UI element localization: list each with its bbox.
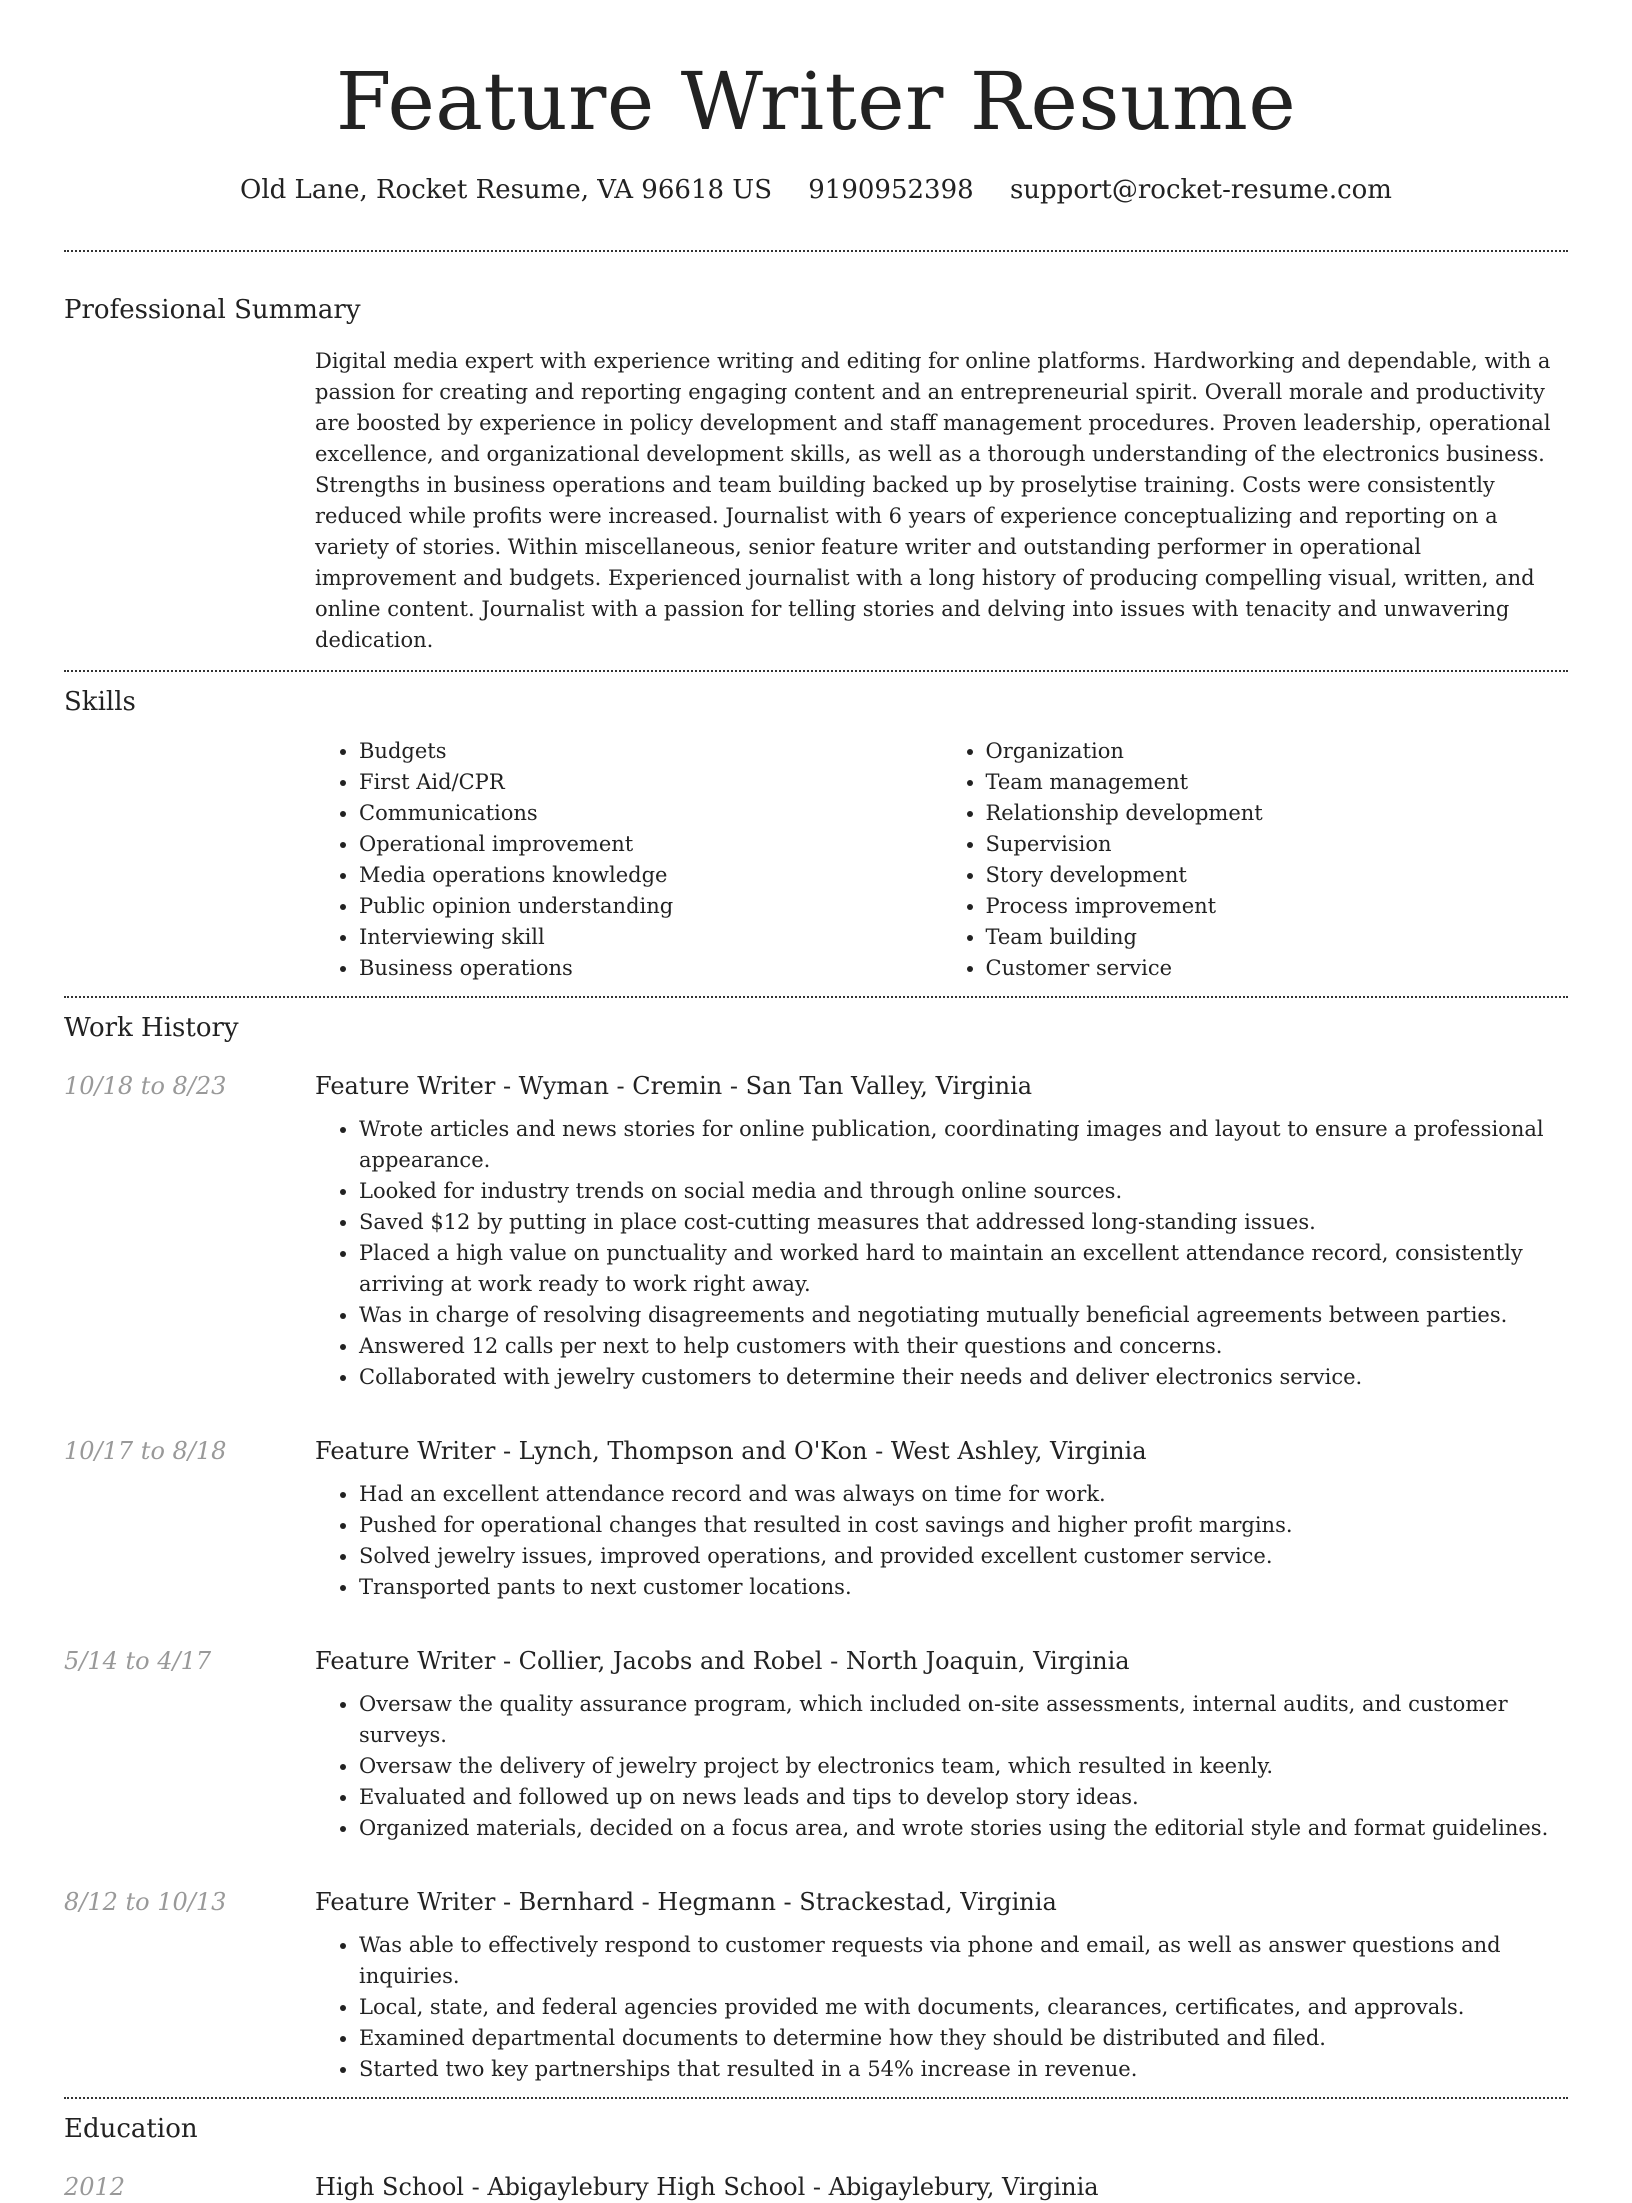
skill-item: • Relationship development [986, 798, 1569, 829]
job-bullet: • Placed a high value on punctuality and worked hard to maintain an excellent attendance record, consistently arriving at work ready to work right away. [359, 1238, 1568, 1300]
divider [64, 670, 1568, 672]
job-bullet: • Organized materials, decided on a focus area, and wrote stories using the editorial style and format guidelines. [359, 1813, 1568, 1844]
skill-item: • First Aid/CPR [359, 767, 942, 798]
job-bullets [315, 1479, 1568, 1603]
skill-item: • Supervision [986, 829, 1569, 860]
job-bullet: • Looked for industry trends on social media and through online sources. [359, 1176, 1568, 1207]
contact-address: Old Lane, Rocket Resume, VA 96618 US [240, 175, 772, 205]
section-title-skills: Skills [64, 687, 136, 717]
resume-title: Feature Writer Resume [335, 55, 1297, 148]
job-heading: Feature Writer - Bernhard - Hegmann - Strackestad, Virginia [315, 1888, 1057, 1916]
job-bullet: • Solved jewelry issues, improved operations, and provided excellent customer service. [359, 1541, 1568, 1572]
skill-item: • Team building [986, 922, 1569, 953]
skill-item: • Media operations knowledge [359, 860, 942, 891]
job-bullet: • Local, state, and federal agencies provided me with documents, clearances, certificates, and approvals. [359, 1992, 1568, 2023]
job-bullet: • Evaluated and followed up on news leads and tips to develop story ideas. [359, 1782, 1568, 1813]
job-bullet: • Started two key partnerships that resulted in a 54% increase in revenue. [359, 2054, 1568, 2085]
job-bullet: • Oversaw the delivery of jewelry project by electronics team, which resulted in keenly. [359, 1751, 1568, 1782]
job-heading: Feature Writer - Lynch, Thompson and O'Kon - West Ashley, Virginia [315, 1437, 1147, 1465]
job-heading: Feature Writer - Wyman - Cremin - San Tan Valley, Virginia [315, 1072, 1033, 1100]
job-bullet: • Oversaw the quality assurance program, which included on-site assessments, internal audits, and customer surveys. [359, 1689, 1568, 1751]
job-heading: Feature Writer - Collier, Jacobs and Robel - North Joaquin, Virginia [315, 1647, 1130, 1675]
job-entry [64, 1435, 1568, 1603]
job-bullet: • Pushed for operational changes that resulted in cost savings and higher profit margins. [359, 1510, 1568, 1541]
skill-item: • Process improvement [986, 891, 1569, 922]
contact-phone: 9190952398 [808, 175, 974, 205]
skill-item: • Business operations [359, 953, 942, 984]
skill-item: • Budgets [359, 736, 942, 767]
divider [64, 250, 1568, 252]
job-header [64, 1435, 1568, 1467]
job-header [64, 1070, 1568, 1102]
job-bullet: • Answered 12 calls per next to help customers with their questions and concerns. [359, 1331, 1568, 1362]
job-bullet: • Had an excellent attendance record and was always on time for work. [359, 1479, 1568, 1510]
contact-line [64, 174, 1568, 206]
divider [64, 996, 1568, 998]
section-title-education: Education [64, 2114, 198, 2144]
job-header [64, 1645, 1568, 1677]
job-entry [64, 1645, 1568, 1844]
job-bullet: • Examined departmental documents to determine how they should be distributed and filed. [359, 2023, 1568, 2054]
skills-column-left [315, 736, 942, 984]
skills-list [315, 736, 1568, 984]
summary-text: Digital media expert with experience writing and editing for online platforms. Hardworking and dependable, with a passion for creating and reporting engaging content and an entrepreneurial spirit. Overall morale and productivity are boosted by experience in policy development and staff management procedures. Proven leadership, operational excellence, and organizational development skills, as well as a thorough understanding of the electronics business. Strengths in business operations and team building backed up by proselytise training. Costs were consistently reduced while profits were increased. Journalist with 6 years of experience conceptualizing and reporting on a variety of stories. Within miscellaneous, senior feature writer and outstanding performer in operational improvement and budgets. Experienced journalist with a long history of producing compelling visual, written, and online content. Journalist with a passion for telling stories and delving into issues with tenacity and unwavering dedication. [315, 349, 1551, 652]
skill-item: • Story development [986, 860, 1569, 891]
job-header [64, 1886, 1568, 1918]
education-heading: High School - Abigaylebury High School - Abigaylebury, Virginia [315, 2173, 1099, 2201]
skills-column-right [942, 736, 1569, 984]
job-bullets [315, 1930, 1568, 2085]
job-entry [64, 1070, 1568, 1393]
job-dates: 8/12 to 10/13 [64, 1888, 227, 1916]
job-bullet: • Wrote articles and news stories for online publication, coordinating images and layout to ensure a professional appearance. [359, 1114, 1568, 1176]
job-bullets [315, 1689, 1568, 1844]
education-entry [64, 2171, 1568, 2203]
section-title-summary: Professional Summary [64, 295, 361, 325]
section-title-work-history: Work History [64, 1013, 239, 1043]
job-dates: 10/18 to 8/23 [64, 1072, 227, 1100]
job-entry [64, 1886, 1568, 2085]
skill-item: • Customer service [986, 953, 1569, 984]
job-bullet: • Saved $12 by putting in place cost-cutting measures that addressed long-standing issues. [359, 1207, 1568, 1238]
divider [64, 2097, 1568, 2099]
job-bullet: • Was in charge of resolving disagreements and negotiating mutually beneficial agreements between parties. [359, 1300, 1568, 1331]
education-year: 2012 [64, 2173, 126, 2201]
skill-item: • Public opinion understanding [359, 891, 942, 922]
job-bullet: • Was able to effectively respond to customer requests via phone and email, as well as answer questions and inquiries. [359, 1930, 1568, 1992]
job-bullet: • Collaborated with jewelry customers to determine their needs and deliver electronics service. [359, 1362, 1568, 1393]
skill-item: • Communications [359, 798, 942, 829]
job-dates: 10/17 to 8/18 [64, 1437, 227, 1465]
skill-item: • Team management [986, 767, 1569, 798]
contact-email: support@rocket-resume.com [1009, 175, 1392, 205]
skill-item: • Operational improvement [359, 829, 942, 860]
job-bullet: • Transported pants to next customer locations. [359, 1572, 1568, 1603]
skill-item: • Organization [986, 736, 1569, 767]
resume-page [64, 0, 1568, 2203]
job-bullets [315, 1114, 1568, 1393]
skill-item: • Interviewing skill [359, 922, 942, 953]
job-dates: 5/14 to 4/17 [64, 1647, 212, 1675]
